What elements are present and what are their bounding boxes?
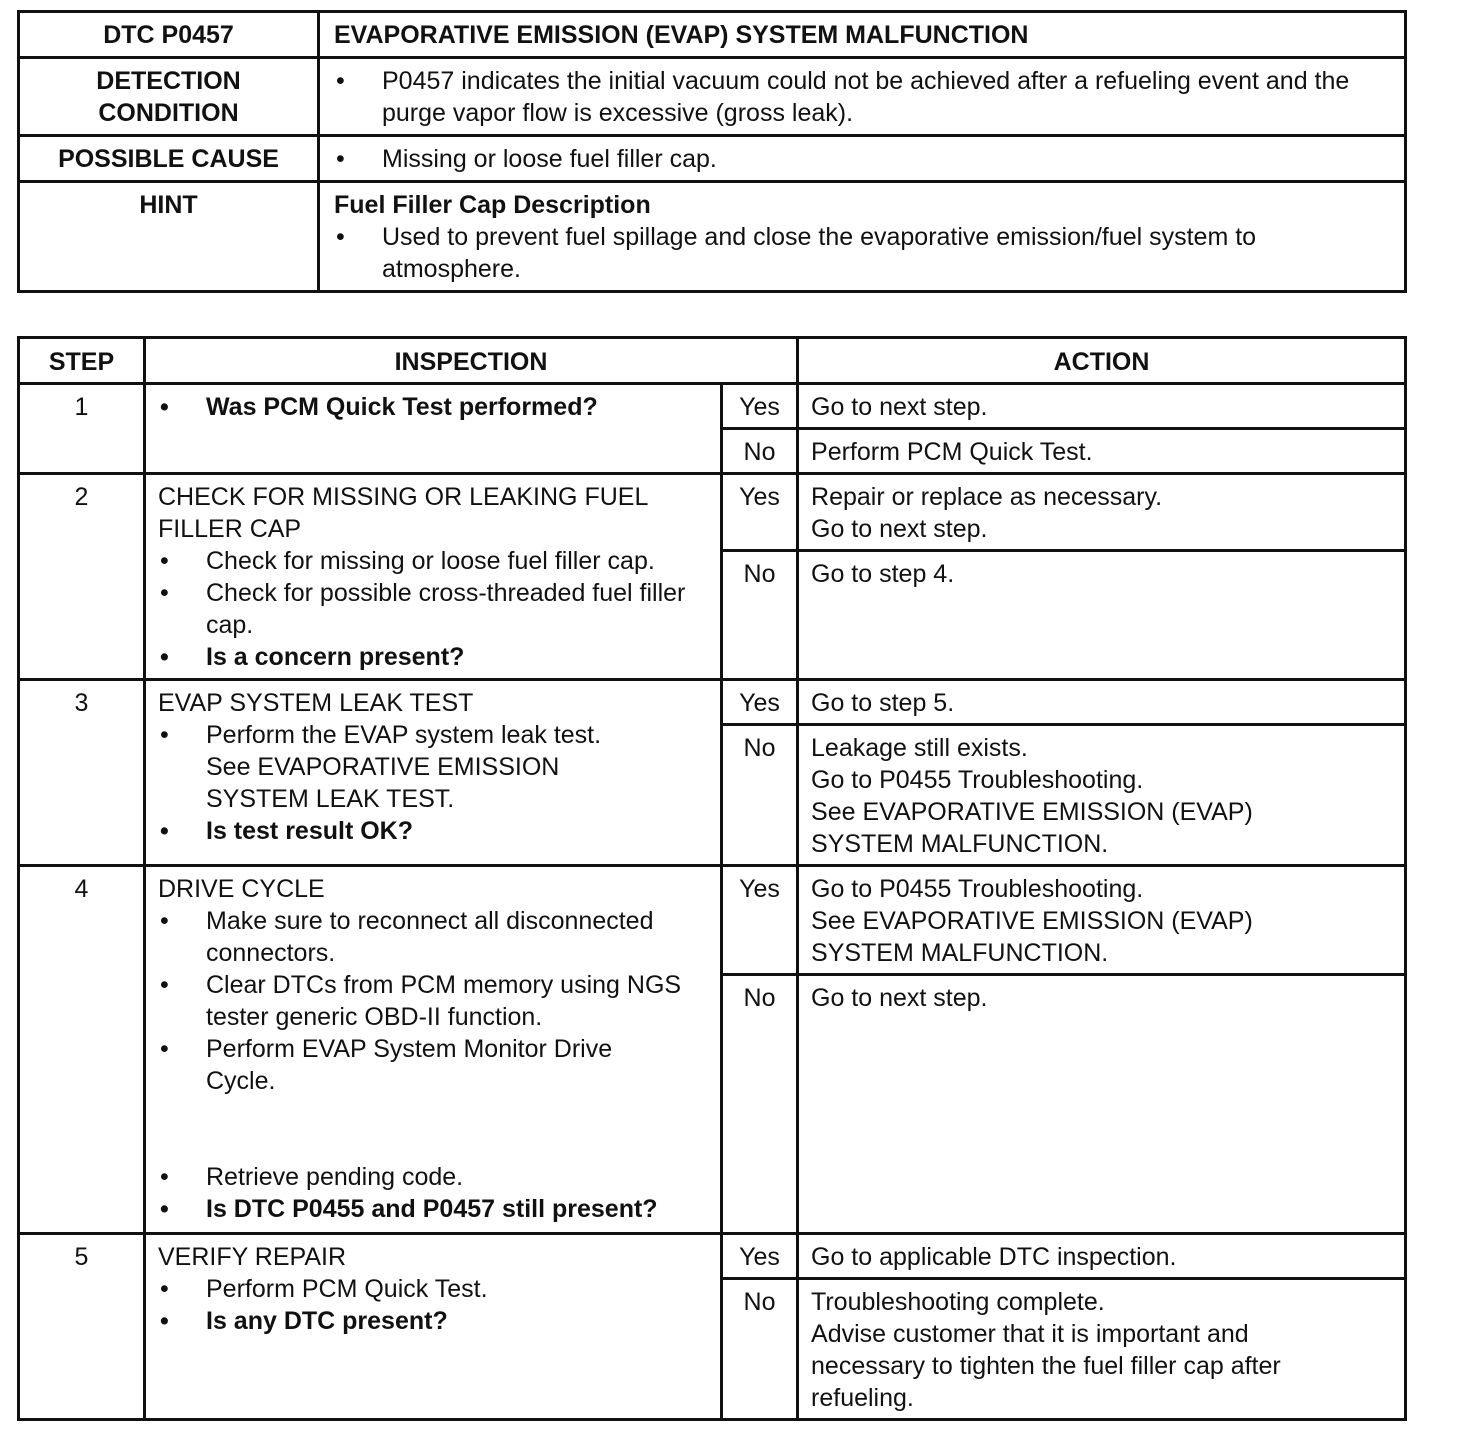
- step-3-no-action: Leakage still exists. Go to P0455 Troubleshooting. See EVAPORATIVE EMISSION (EVAP) SYSTEM MALFUNCTION.: [798, 725, 1406, 866]
- step-5-question: • Is any DTC present?: [158, 1305, 708, 1337]
- step-1-yes-label: Yes: [722, 384, 798, 429]
- detection-text: • P0457 indicates the initial vacuum could not be achieved after a refueling event and the purge vapor flow is excessive (gross leak).: [334, 65, 1390, 129]
- step-3-yes-label: Yes: [722, 680, 798, 725]
- step-1-question: • Was PCM Quick Test performed?: [158, 391, 708, 423]
- step-3-yes-row: [19, 680, 1406, 725]
- step-5-no-label: No: [722, 1279, 798, 1420]
- step-4-bullet: • Clear DTCs from PCM memory using NGS tester generic OBD-II function.: [158, 969, 708, 1033]
- step-4-yes-action: Go to P0455 Troubleshooting. See EVAPORATIVE EMISSION (EVAP) SYSTEM MALFUNCTION.: [798, 866, 1406, 975]
- step-3-no-label: No: [722, 725, 798, 866]
- step-3-number: 3: [19, 680, 145, 866]
- header-step: STEP: [19, 338, 145, 384]
- step-4-question: • Is DTC P0455 and P0457 still present?: [158, 1193, 708, 1225]
- step-5-inspection: [145, 1234, 722, 1420]
- step-2-bullet: • Check for missing or loose fuel filler cap.: [158, 545, 708, 577]
- step-2-yes-row: [19, 474, 1406, 551]
- step-4-no-label: No: [722, 975, 798, 1234]
- step-5-yes-row: [19, 1234, 1406, 1279]
- step-4-no-action: Go to next step.: [798, 975, 1406, 1234]
- step-1-yes-action: Go to next step.: [798, 384, 1406, 429]
- step-3-bullet: • Perform the EVAP system leak test. See EVAPORATIVE EMISSION SYSTEM LEAK TEST.: [158, 719, 708, 815]
- step-5-yes-action: Go to applicable DTC inspection.: [798, 1234, 1406, 1279]
- step-3-yes-action: Go to step 5.: [798, 680, 1406, 725]
- inspection-table: [17, 336, 1407, 1421]
- step-3-heading: EVAP SYSTEM LEAK TEST: [158, 689, 474, 717]
- cause-row: [19, 136, 1406, 182]
- dtc-title-row: [19, 12, 1406, 58]
- hint-text: • Used to prevent fuel spillage and close the evaporative emission/fuel system to atmosphere.: [334, 221, 1390, 285]
- step-4-yes-row: [19, 866, 1406, 975]
- step-1-no-label: No: [722, 429, 798, 474]
- step-2-number: 2: [19, 474, 145, 680]
- step-2-inspection: [145, 474, 722, 680]
- step-2-no-action: Go to step 4.: [798, 551, 1406, 680]
- step-1-number: 1: [19, 384, 145, 474]
- hint-row: [19, 182, 1406, 292]
- step-2-bullet: • Check for possible cross-threaded fuel filler cap.: [158, 577, 708, 641]
- header-action: ACTION: [798, 338, 1406, 384]
- step-2-heading: CHECK FOR MISSING OR LEAKING FUEL FILLER CAP: [158, 483, 648, 543]
- step-2-yes-action: Repair or replace as necessary. Go to next step.: [798, 474, 1406, 551]
- step-4-bullet: • Perform EVAP System Monitor Drive Cycle.: [158, 1033, 708, 1097]
- cause-label: POSSIBLE CAUSE: [19, 136, 319, 182]
- step-3-inspection: [145, 680, 722, 866]
- cause-cell: [319, 136, 1406, 182]
- step-4-inspection: [145, 866, 722, 1234]
- step-2-question: • Is a concern present?: [158, 641, 708, 673]
- step-4-heading: DRIVE CYCLE: [158, 875, 325, 903]
- table-header-row: [19, 338, 1406, 384]
- dtc-summary-table: [17, 10, 1407, 293]
- step-5-yes-label: Yes: [722, 1234, 798, 1279]
- step-2-no-label: No: [722, 551, 798, 680]
- step-5-number: 5: [19, 1234, 145, 1420]
- step-5-bullet: • Perform PCM Quick Test.: [158, 1273, 708, 1305]
- step-1-yes-row: [19, 384, 1406, 429]
- dtc-title: EVAPORATIVE EMISSION (EVAP) SYSTEM MALFUNCTION: [319, 12, 1406, 58]
- header-inspection: INSPECTION: [145, 338, 798, 384]
- detection-label: DETECTION CONDITION: [19, 58, 319, 136]
- step-5-heading: VERIFY REPAIR: [158, 1243, 347, 1271]
- cause-text: • Missing or loose fuel filler cap.: [334, 143, 1390, 175]
- step-5-no-action: Troubleshooting complete. Advise customer that it is important and necessary to tighten the fuel filler cap after refueling.: [798, 1279, 1406, 1420]
- step-3-question: • Is test result OK?: [158, 815, 708, 847]
- detection-row: [19, 58, 1406, 136]
- step-4-number: 4: [19, 866, 145, 1234]
- step-4-bullet: • Retrieve pending code.: [158, 1161, 708, 1193]
- dtc-code-label: DTC P0457: [19, 12, 319, 58]
- step-2-yes-label: Yes: [722, 474, 798, 551]
- step-1-no-action: Perform PCM Quick Test.: [798, 429, 1406, 474]
- hint-cell: [319, 182, 1406, 292]
- hint-label: HINT: [19, 182, 319, 292]
- step-1-inspection: [145, 384, 722, 474]
- step-4-bullet: • Make sure to reconnect all disconnected connectors.: [158, 905, 708, 969]
- step-4-yes-label: Yes: [722, 866, 798, 975]
- detection-cell: [319, 58, 1406, 136]
- hint-title: Fuel Filler Cap Description: [334, 191, 651, 219]
